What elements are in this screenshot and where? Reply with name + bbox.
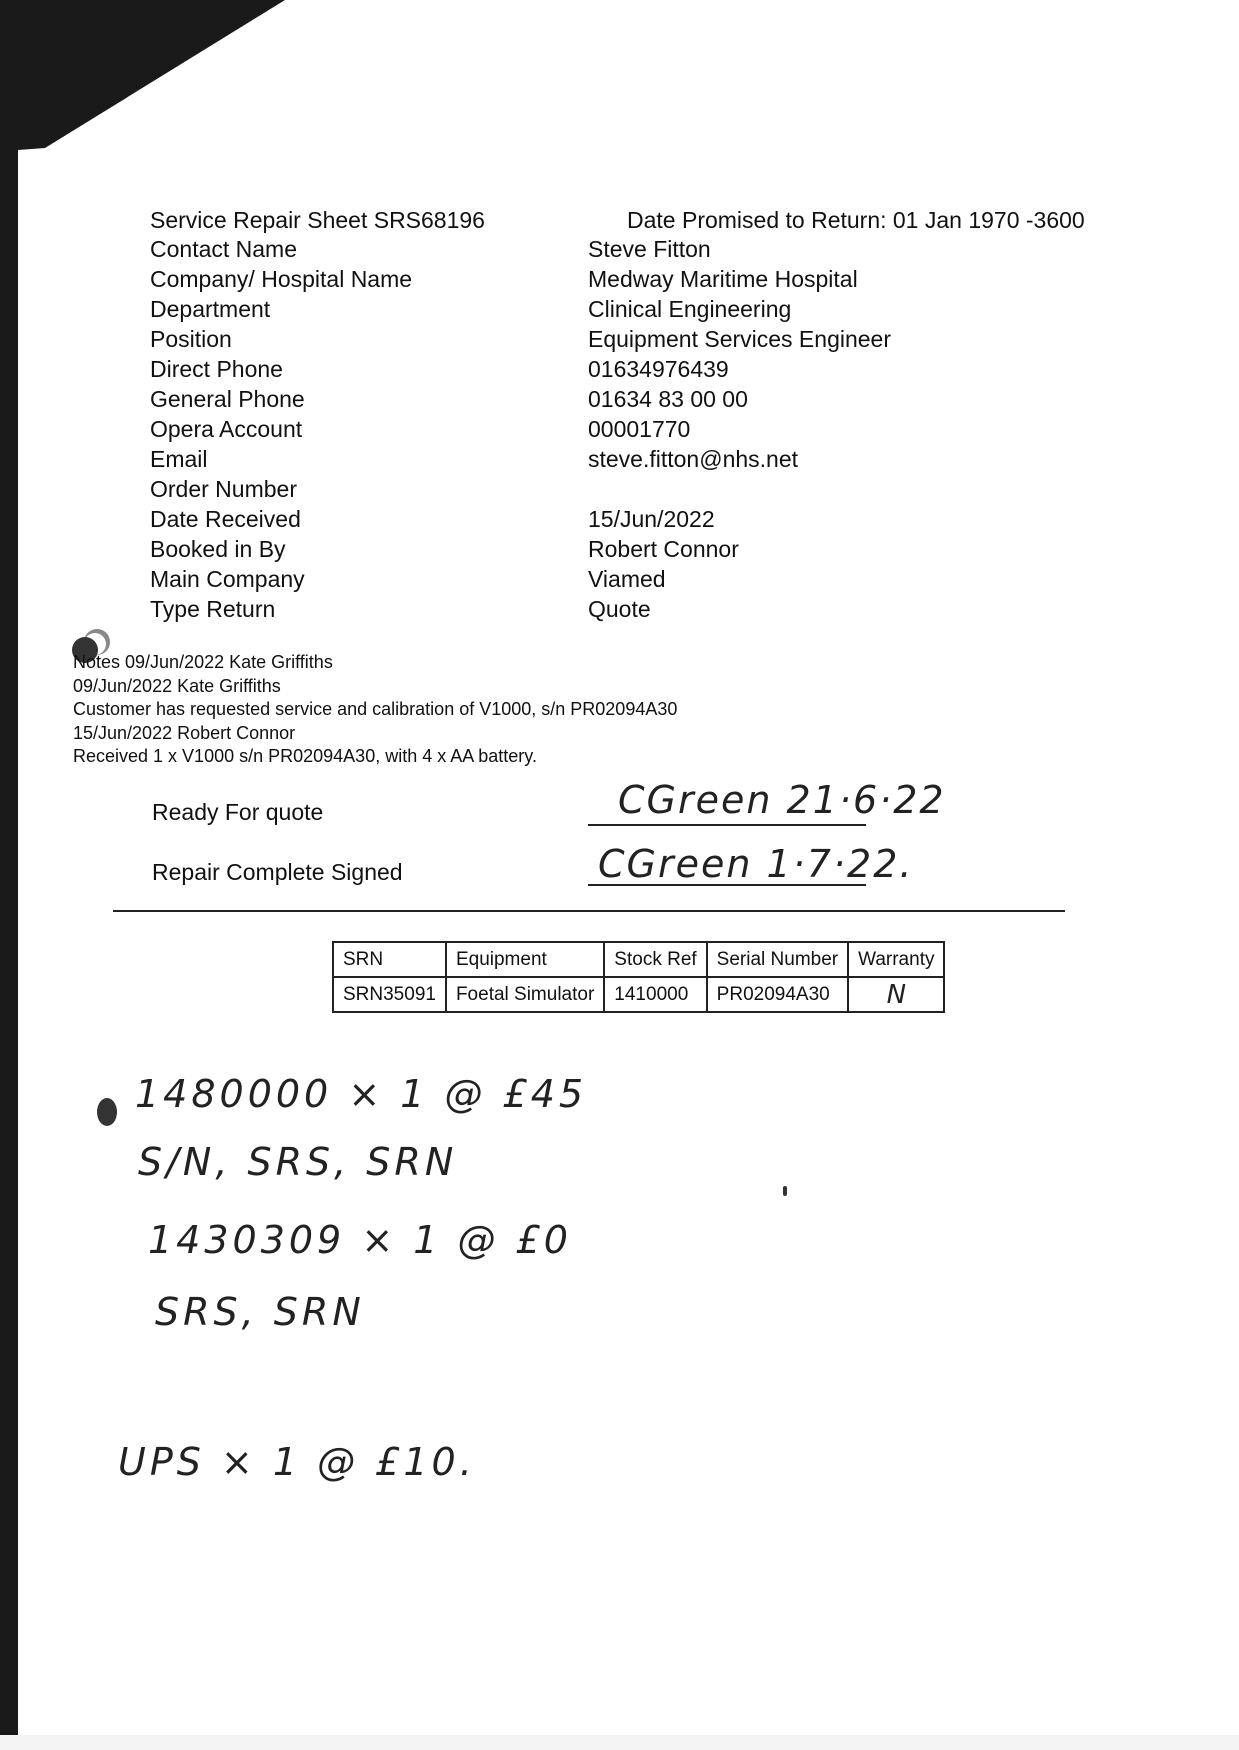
- field-value-email: steve.fitton@nhs.net: [588, 446, 799, 472]
- field-value-general-phone: 01634 83 00 00: [588, 386, 748, 412]
- table-cell: Foetal Simulator: [446, 977, 604, 1012]
- field-label-department: Department: [150, 296, 271, 322]
- table-header-cell: Serial Number: [707, 942, 848, 977]
- section-divider: [113, 910, 1065, 912]
- field-label-position: Position: [150, 326, 232, 352]
- note-line: Received 1 x V1000 s/n PR02094A30, with 4 x AA battery.: [73, 746, 537, 766]
- scan-edge-bottom: [0, 1735, 1239, 1750]
- field-value-direct-phone: 01634976439: [588, 356, 729, 382]
- field-label-order-number: Order Number: [150, 476, 297, 502]
- field-value-opera-account: 00001770: [588, 416, 691, 442]
- handwritten-line: UPS × 1 @ £10.: [118, 1440, 476, 1484]
- field-label-email: Email: [150, 446, 208, 472]
- repair-complete-label: Repair Complete Signed: [152, 859, 403, 885]
- field-label-main-company: Main Company: [150, 566, 305, 592]
- field-label-booked-in-by: Booked in By: [150, 536, 286, 562]
- field-value-type-return: Quote: [588, 596, 651, 622]
- table-header-cell: SRN: [333, 942, 446, 977]
- punch-hole-mark: [97, 1098, 117, 1126]
- stray-mark: [783, 1186, 787, 1196]
- ready-signature: CGreen 21·6·22: [618, 778, 946, 822]
- equipment-table: [332, 941, 945, 1013]
- field-value-booked-in-by: Robert Connor: [588, 536, 739, 562]
- table-header-cell: Stock Ref: [604, 942, 706, 977]
- field-label-opera-account: Opera Account: [150, 416, 303, 442]
- table-cell: SRN35091: [333, 977, 446, 1012]
- field-value-department: Clinical Engineering: [588, 296, 792, 322]
- field-value-company: Medway Maritime Hospital: [588, 266, 858, 292]
- field-label-date-received: Date Received: [150, 506, 301, 532]
- handwritten-line: SRS, SRN: [155, 1290, 365, 1334]
- table-header-cell: Warranty: [848, 942, 944, 977]
- field-value-position: Equipment Services Engineer: [588, 326, 891, 352]
- date-promised: Date Promised to Return: 01 Jan 1970 -3600: [627, 207, 1085, 233]
- table-cell: N: [848, 977, 944, 1012]
- field-label-contact-name: Contact Name: [150, 236, 298, 262]
- table-cell: PR02094A30: [707, 977, 848, 1012]
- notes-block: [73, 651, 677, 769]
- field-value-main-company: Viamed: [588, 566, 666, 592]
- field-value-date-received: 15/Jun/2022: [588, 506, 715, 532]
- handwritten-line: 1430309 × 1 @ £0: [148, 1218, 572, 1262]
- field-label-company: Company/ Hospital Name: [150, 266, 413, 292]
- field-label-direct-phone: Direct Phone: [150, 356, 283, 382]
- note-line: 09/Jun/2022 Kate Griffiths: [73, 675, 281, 696]
- field-label-type-return: Type Return: [150, 596, 276, 622]
- note-line: 15/Jun/2022 Robert Connor: [73, 722, 296, 743]
- note-line: Customer has requested service and calibration of V1000, s/n PR02094A30: [73, 699, 678, 719]
- sheet-title: Service Repair Sheet SRS68196: [150, 207, 485, 233]
- field-label-general-phone: General Phone: [150, 386, 305, 412]
- signature-line: [588, 824, 866, 826]
- table-row: [333, 977, 944, 1012]
- scan-edge-left: [0, 0, 18, 1750]
- handwritten-line: S/N, SRS, SRN: [138, 1140, 458, 1184]
- handwritten-line: 1480000 × 1 @ £45: [135, 1072, 588, 1116]
- field-value-contact-name: Steve Fitton: [588, 236, 711, 262]
- table-header-cell: Equipment: [446, 942, 604, 977]
- note-line: Notes 09/Jun/2022 Kate Griffiths: [73, 652, 333, 672]
- ready-for-quote-label: Ready For quote: [152, 799, 324, 825]
- table-header-row: [333, 942, 944, 977]
- table-cell: 1410000: [604, 977, 706, 1012]
- complete-signature: CGreen 1·7·22.: [598, 842, 914, 886]
- scan-folded-corner: [0, 0, 300, 180]
